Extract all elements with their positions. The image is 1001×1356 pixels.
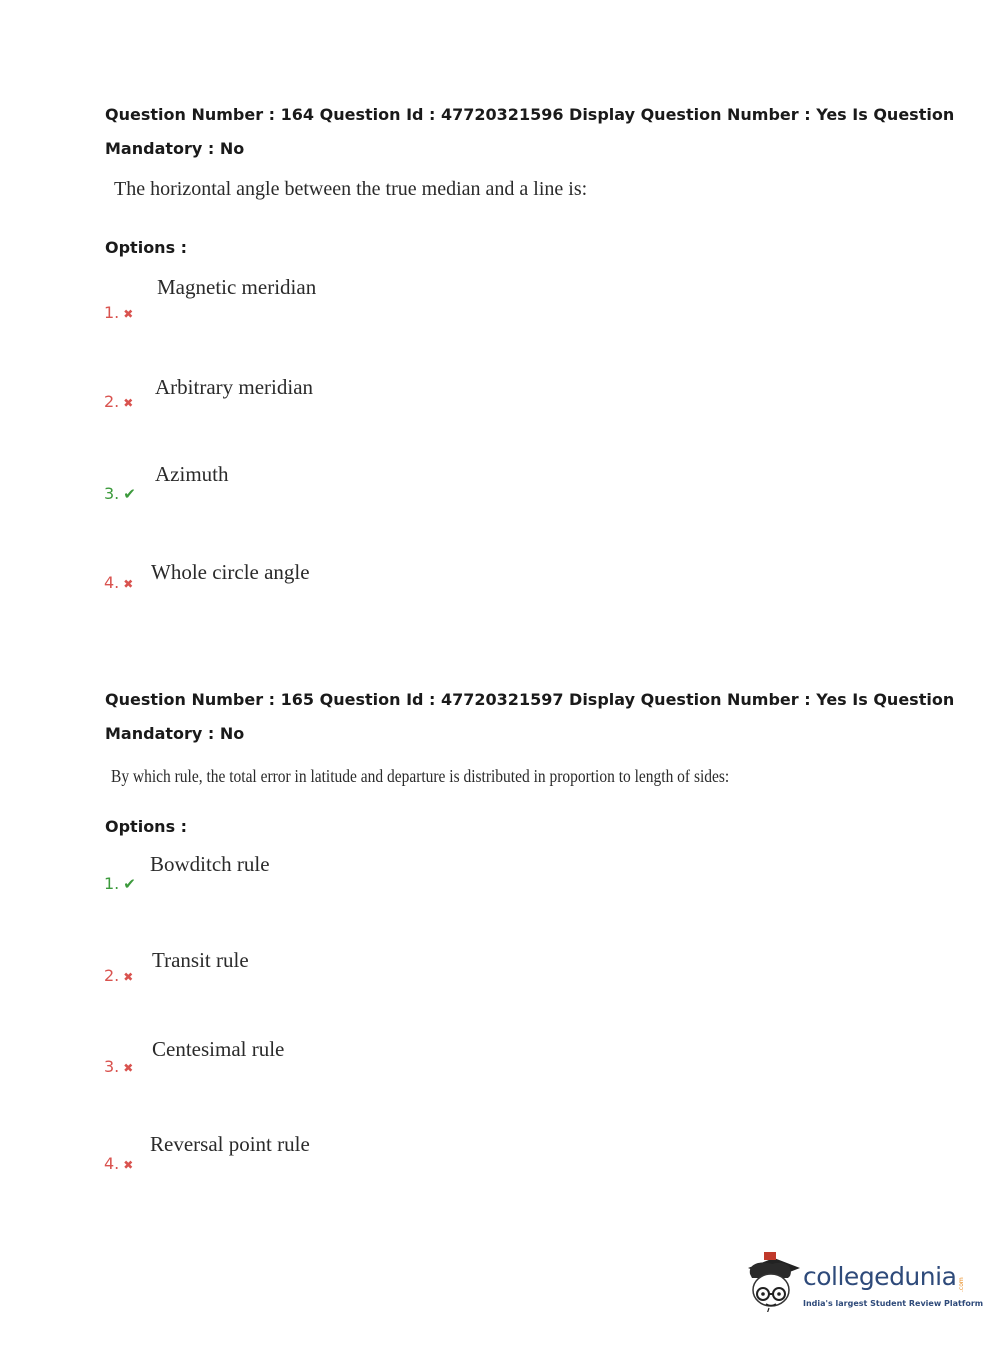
option-number bbox=[104, 392, 133, 411]
options-label: Options : bbox=[105, 238, 188, 257]
cross-icon: ✖ bbox=[123, 1061, 134, 1075]
logo-tagline: India's largest Student Review Platform bbox=[803, 1299, 984, 1308]
option-number-text: 2. bbox=[104, 392, 120, 411]
cross-icon: ✖ bbox=[123, 970, 134, 984]
option-number bbox=[104, 484, 136, 503]
option-number bbox=[104, 1154, 133, 1173]
option-number-text: 1. bbox=[104, 303, 120, 322]
option-number bbox=[104, 966, 133, 985]
option-text: Arbitrary meridian bbox=[155, 375, 314, 399]
mascot-logo-icon bbox=[740, 1248, 804, 1312]
option-number-text: 3. bbox=[104, 484, 120, 503]
question-header-line2: Mandatory : No bbox=[105, 724, 245, 743]
option-text: Azimuth bbox=[155, 462, 229, 486]
cross-icon: ✖ bbox=[123, 396, 134, 410]
option-text: Whole circle angle bbox=[151, 560, 310, 584]
checkmark-icon: ✔ bbox=[123, 875, 136, 893]
options-label: Options : bbox=[105, 817, 188, 836]
option-number bbox=[104, 874, 136, 893]
option-text: Magnetic meridian bbox=[157, 275, 317, 299]
question-header-line1: Question Number : 165 Question Id : 47720321597 Display Question Number : Yes Is Question bbox=[105, 690, 955, 709]
option-number-text: 3. bbox=[104, 1057, 120, 1076]
logo-wordmark: collegedunia bbox=[803, 1262, 957, 1291]
cross-icon: ✖ bbox=[123, 577, 134, 591]
cross-icon: ✖ bbox=[123, 1158, 134, 1172]
option-text: Bowditch rule bbox=[150, 852, 270, 876]
question-text: By which rule, the total error in latitude and departure is distributed in proportion to length of sides: bbox=[111, 766, 730, 786]
option-text: Centesimal rule bbox=[152, 1037, 285, 1061]
option-number-text: 4. bbox=[104, 1154, 120, 1173]
option-number-text: 1. bbox=[104, 874, 120, 893]
checkmark-icon: ✔ bbox=[123, 485, 136, 503]
question-text: The horizontal angle between the true median and a line is: bbox=[114, 178, 588, 200]
option-text: Transit rule bbox=[152, 948, 249, 972]
option-number bbox=[104, 303, 133, 322]
logo-suffix: .com bbox=[958, 1277, 965, 1292]
cross-icon: ✖ bbox=[123, 307, 134, 321]
option-number bbox=[104, 1057, 133, 1076]
option-number-text: 2. bbox=[104, 966, 120, 985]
option-number-text: 4. bbox=[104, 573, 120, 592]
question-header-line1: Question Number : 164 Question Id : 47720321596 Display Question Number : Yes Is Question bbox=[105, 105, 955, 124]
question-header-line2: Mandatory : No bbox=[105, 139, 245, 158]
option-text: Reversal point rule bbox=[150, 1132, 310, 1156]
option-number bbox=[104, 573, 133, 592]
